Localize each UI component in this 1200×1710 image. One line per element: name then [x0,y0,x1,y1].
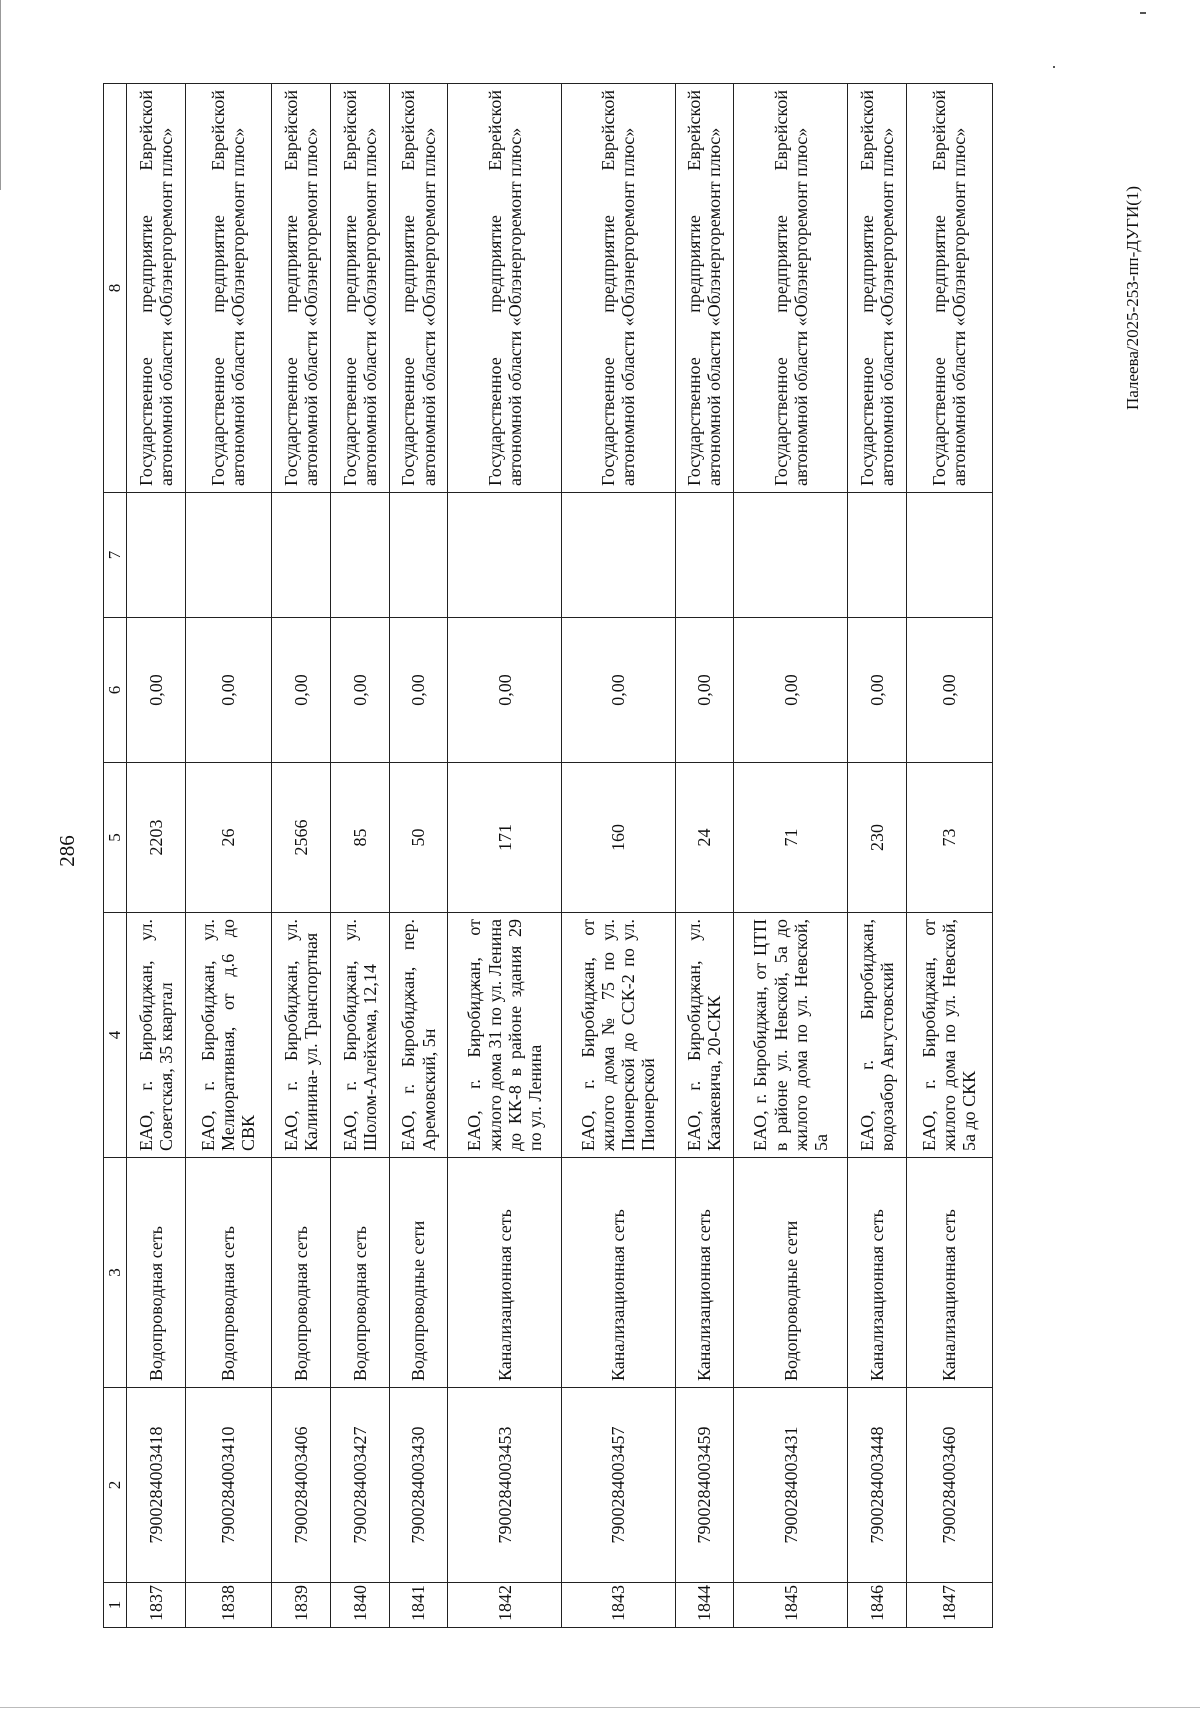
table-header-row [104,84,127,1628]
registry-table [103,83,993,1628]
owner-organization: Государственное предприятие Еврейской автономной области «Облэнергоремонт плюс» [448,84,562,493]
object-type: Водопроводная сеть [127,1158,186,1388]
registry-table-container [103,84,993,1628]
table-body [127,84,993,1628]
column-header-4: 4 [104,913,127,1158]
object-length: 26 [185,763,271,913]
scan-speck [1053,66,1055,68]
object-address: ЕАО, г. Биробиджан, от ЦТП в районе ул. Невской, 5а до жилого дома по ул. Невской, 5а [734,913,848,1158]
cadastral-number: 7900284003410 [185,1388,271,1583]
table-row [272,84,331,1628]
cadastral-number: 7900284003431 [734,1388,848,1583]
object-address: ЕАО, г. Биробиджан, водозабор Августовский [847,913,906,1158]
table-row [127,84,186,1628]
object-note [847,493,906,618]
object-address: ЕАО, г. Биробиджан, пер. Аремовский, 5н [389,913,448,1158]
object-address: ЕАО, г. Биробиджан, от жилого дома 31 по ул. Ленина до КК-8 в районе здания 29 по ул. Ленина [448,913,562,1158]
object-note [389,493,448,618]
table-row [389,84,448,1628]
object-type: Водопроводная сеть [272,1158,331,1388]
row-number: 1844 [675,1583,734,1628]
row-number: 1840 [330,1583,389,1628]
object-length: 160 [562,763,676,913]
object-cost: 0,00 [448,618,562,763]
scan-speck [1140,12,1146,14]
object-cost: 0,00 [675,618,734,763]
object-length: 171 [448,763,562,913]
object-length: 24 [675,763,734,913]
object-address: ЕАО, г. Биробиджан, ул. Шолом-Алейхема, 12,14 [330,913,389,1158]
table-row [906,84,992,1628]
object-length: 85 [330,763,389,913]
object-length: 230 [847,763,906,913]
object-address: ЕАО, г. Биробиджан, ул. Калинина- ул. Транспортная [272,913,331,1158]
row-number: 1845 [734,1583,848,1628]
cadastral-number: 7900284003430 [389,1388,448,1583]
object-note [562,493,676,618]
table-row [734,84,848,1628]
object-type: Канализационная сеть [675,1158,734,1388]
column-header-5: 5 [104,763,127,913]
object-cost: 0,00 [330,618,389,763]
table-row [185,84,271,1628]
cadastral-number: 7900284003427 [330,1388,389,1583]
row-number: 1843 [562,1583,676,1628]
owner-organization: Государственное предприятие Еврейской автономной области «Облэнергоремонт плюс» [127,84,186,493]
object-cost: 0,00 [847,618,906,763]
object-address: ЕАО, г. Биробиджан, ул. Казакевича, 20-СКК [675,913,734,1158]
cadastral-number: 7900284003448 [847,1388,906,1583]
owner-organization: Государственное предприятие Еврейской автономной области «Облэнергоремонт плюс» [906,84,992,493]
object-note [272,493,331,618]
object-cost: 0,00 [906,618,992,763]
object-cost: 0,00 [389,618,448,763]
scan-speck [0,0,1,190]
object-type: Водопроводная сеть [330,1158,389,1388]
cadastral-number: 7900284003453 [448,1388,562,1583]
object-type: Канализационная сеть [448,1158,562,1388]
object-address: ЕАО, г. Биробиджан, от жилого дома № 75 по ул. Пионерской до ССК-2 по ул. Пионерской [562,913,676,1158]
page-number: 286 [55,835,79,867]
object-note [906,493,992,618]
object-cost: 0,00 [127,618,186,763]
cadastral-number: 790028400341​8 [127,1388,186,1583]
row-number: 1837 [127,1583,186,1628]
cadastral-number: 7900284003460 [906,1388,992,1583]
table-row [675,84,734,1628]
object-type: Водопроводная сеть [185,1158,271,1388]
row-number: 1841 [389,1583,448,1628]
document-reference: Палеева/2025-253-пп-ДУГИ(1) [1123,185,1142,410]
object-type: Канализационная сеть [562,1158,676,1388]
cadastral-number: 7900284003457 [562,1388,676,1583]
table-row [847,84,906,1628]
object-cost: 0,00 [272,618,331,763]
cadastral-number: 7900284003459 [675,1388,734,1583]
object-note [675,493,734,618]
row-number: 1846 [847,1583,906,1628]
object-address: ЕАО, г. Биробиджан, от жилого дома по ул. Невской, 5а до СКК [906,913,992,1158]
column-header-3: 3 [104,1158,127,1388]
cadastral-number: 7900284003406 [272,1388,331,1583]
object-address: ЕАО, г. Биробиджан, ул. Мелиоративная, от д.6 до СВК [185,913,271,1158]
object-cost: 0,00 [185,618,271,763]
scan-speck [0,1707,1200,1708]
owner-organization: Государственное предприятие Еврейской автономной области «Облэнергоремонт плюс» [389,84,448,493]
column-header-2: 2 [104,1388,127,1583]
object-type: Водопроводные сети [734,1158,848,1388]
object-type: Водопроводные сети [389,1158,448,1388]
owner-organization: Государственное предприятие Еврейской автономной области «Облэнергоремонт плюс» [272,84,331,493]
object-type: Канализационная сеть [847,1158,906,1388]
column-header-1: 1 [104,1583,127,1628]
object-note [330,493,389,618]
owner-organization: Государственное предприятие Еврейской автономной области «Облэнергоремонт плюс» [562,84,676,493]
owner-organization: Государственное предприятие Еврейской автономной области «Облэнергоремонт плюс» [675,84,734,493]
column-header-6: 6 [104,618,127,763]
object-cost: 0,00 [734,618,848,763]
column-header-8: 8 [104,84,127,493]
object-length: 2203 [127,763,186,913]
object-note [127,493,186,618]
row-number: 1847 [906,1583,992,1628]
object-length: 2566 [272,763,331,913]
owner-organization: Государственное предприятие Еврейской автономной области «Облэнергоремонт плюс» [734,84,848,493]
object-note [185,493,271,618]
object-note [448,493,562,618]
table-row [562,84,676,1628]
object-length: 50 [389,763,448,913]
table-row [448,84,562,1628]
owner-organization: Государственное предприятие Еврейской автономной области «Облэнергоремонт плюс» [847,84,906,493]
owner-organization: Государственное предприятие Еврейской автономной области «Облэнергоремонт плюс» [330,84,389,493]
row-number: 1838 [185,1583,271,1628]
column-header-7: 7 [104,493,127,618]
row-number: 1839 [272,1583,331,1628]
object-length: 73 [906,763,992,913]
object-length: 71 [734,763,848,913]
object-address: ЕАО, г. Биробиджан, ул. Советская, 35 квартал [127,913,186,1158]
row-number: 1842 [448,1583,562,1628]
object-note [734,493,848,618]
object-cost: 0,00 [562,618,676,763]
owner-organization: Государственное предприятие Еврейской автономной области «Облэнергоремонт плюс» [185,84,271,493]
table-row [330,84,389,1628]
object-type: Канализационная сеть [906,1158,992,1388]
